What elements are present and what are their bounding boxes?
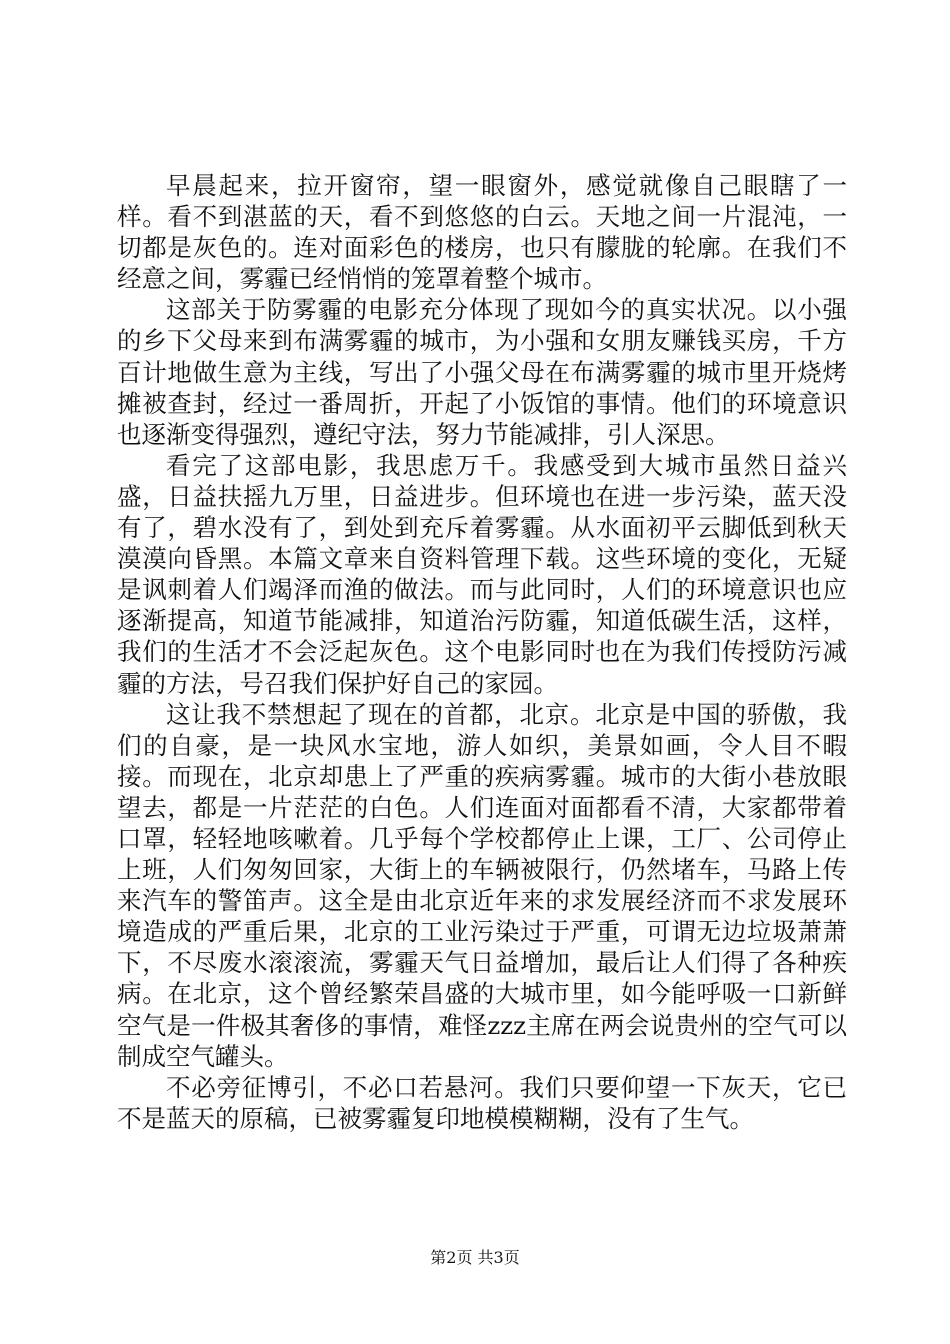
paragraph-5: 不必旁征博引，不必口若悬河。我们只要仰望一下灰天，它已不是蓝天的原稿，已被雾霾复印地模模糊糊，没有了生气。 [117, 1072, 847, 1133]
document-body [117, 170, 847, 1134]
paragraph-4: 这让我不禁想起了现在的首都，北京。北京是中国的骄傲，我们的自豪，是一块风水宝地，游人如织，美景如画，令人目不暇接。而现在，北京却患上了严重的疾病雾霾。城市的大街小巷放眼望去，都是一片茫茫的白色。人们连面对面都看不清，大家都带着口罩，轻轻地咳嗽着。几乎每个学校都停止上课，工厂、公司停止上班，人们匆匆回家，大街上的车辆被限行，仍然堵车，马路上传来汽车的警笛声。这全是由北京近年来的求发展经济而不求发展环境造成的严重后果，北京的工业污染过于严重，可谓无边垃圾萧萧下，不尽废水滚滚流，雾霾天气日益增加，最后让人们得了各种疾病。在北京，这个曾经繁荣昌盛的大城市里，如今能呼吸一口新鲜空气是一件极其奢侈的事情，难怪zzz主席在两会说贵州的空气可以制成空气罐头。 [117, 699, 847, 1071]
page-number-footer: 第2页 共3页 [430, 1248, 520, 1267]
paragraph-1: 早晨起来，拉开窗帘，望一眼窗外，感觉就像自己眼瞎了一样。看不到湛蓝的天，看不到悠悠的白云。天地之间一片混沌，一切都是灰色的。连对面彩色的楼房，也只有朦胧的轮廓。在我们不经意之间，雾霾已经悄悄的笼罩着整个城市。 [117, 171, 847, 294]
paragraph-2: 这部关于防雾霾的电影充分体现了现如今的真实状况。以小强的乡下父母来到布满雾霾的城市，为小强和女朋友赚钱买房，千方百计地做生意为主线，写出了小强父母在布满雾霾的城市里开烧烤摊被查封，经过一番周折，开起了小饭馆的事情。他们的环境意识也逐渐变得强烈，遵纪守法，努力节能减排，引人深思。 [117, 295, 847, 449]
paragraph-3: 看完了这部电影，我思虑万千。我感受到大城市虽然日益兴盛，日益扶摇九万里，日益进步。但环境也在进一步污染，蓝天没有了，碧水没有了，到处到充斥着雾霾。从水面初平云脚低到秋天漠漠向昏黑。本篇文章来自资料管理下载。这些环境的变化，无疑是讽刺着人们竭泽而渔的做法。而与此同时，人们的环境意识也应逐渐提高，知道节能减排，知道治污防霾，知道低碳生活，这样，我们的生活才不会泛起灰色。这个电影同时也在为我们传授防污减霾的方法，号召我们保护好自己的家园。 [117, 450, 847, 698]
